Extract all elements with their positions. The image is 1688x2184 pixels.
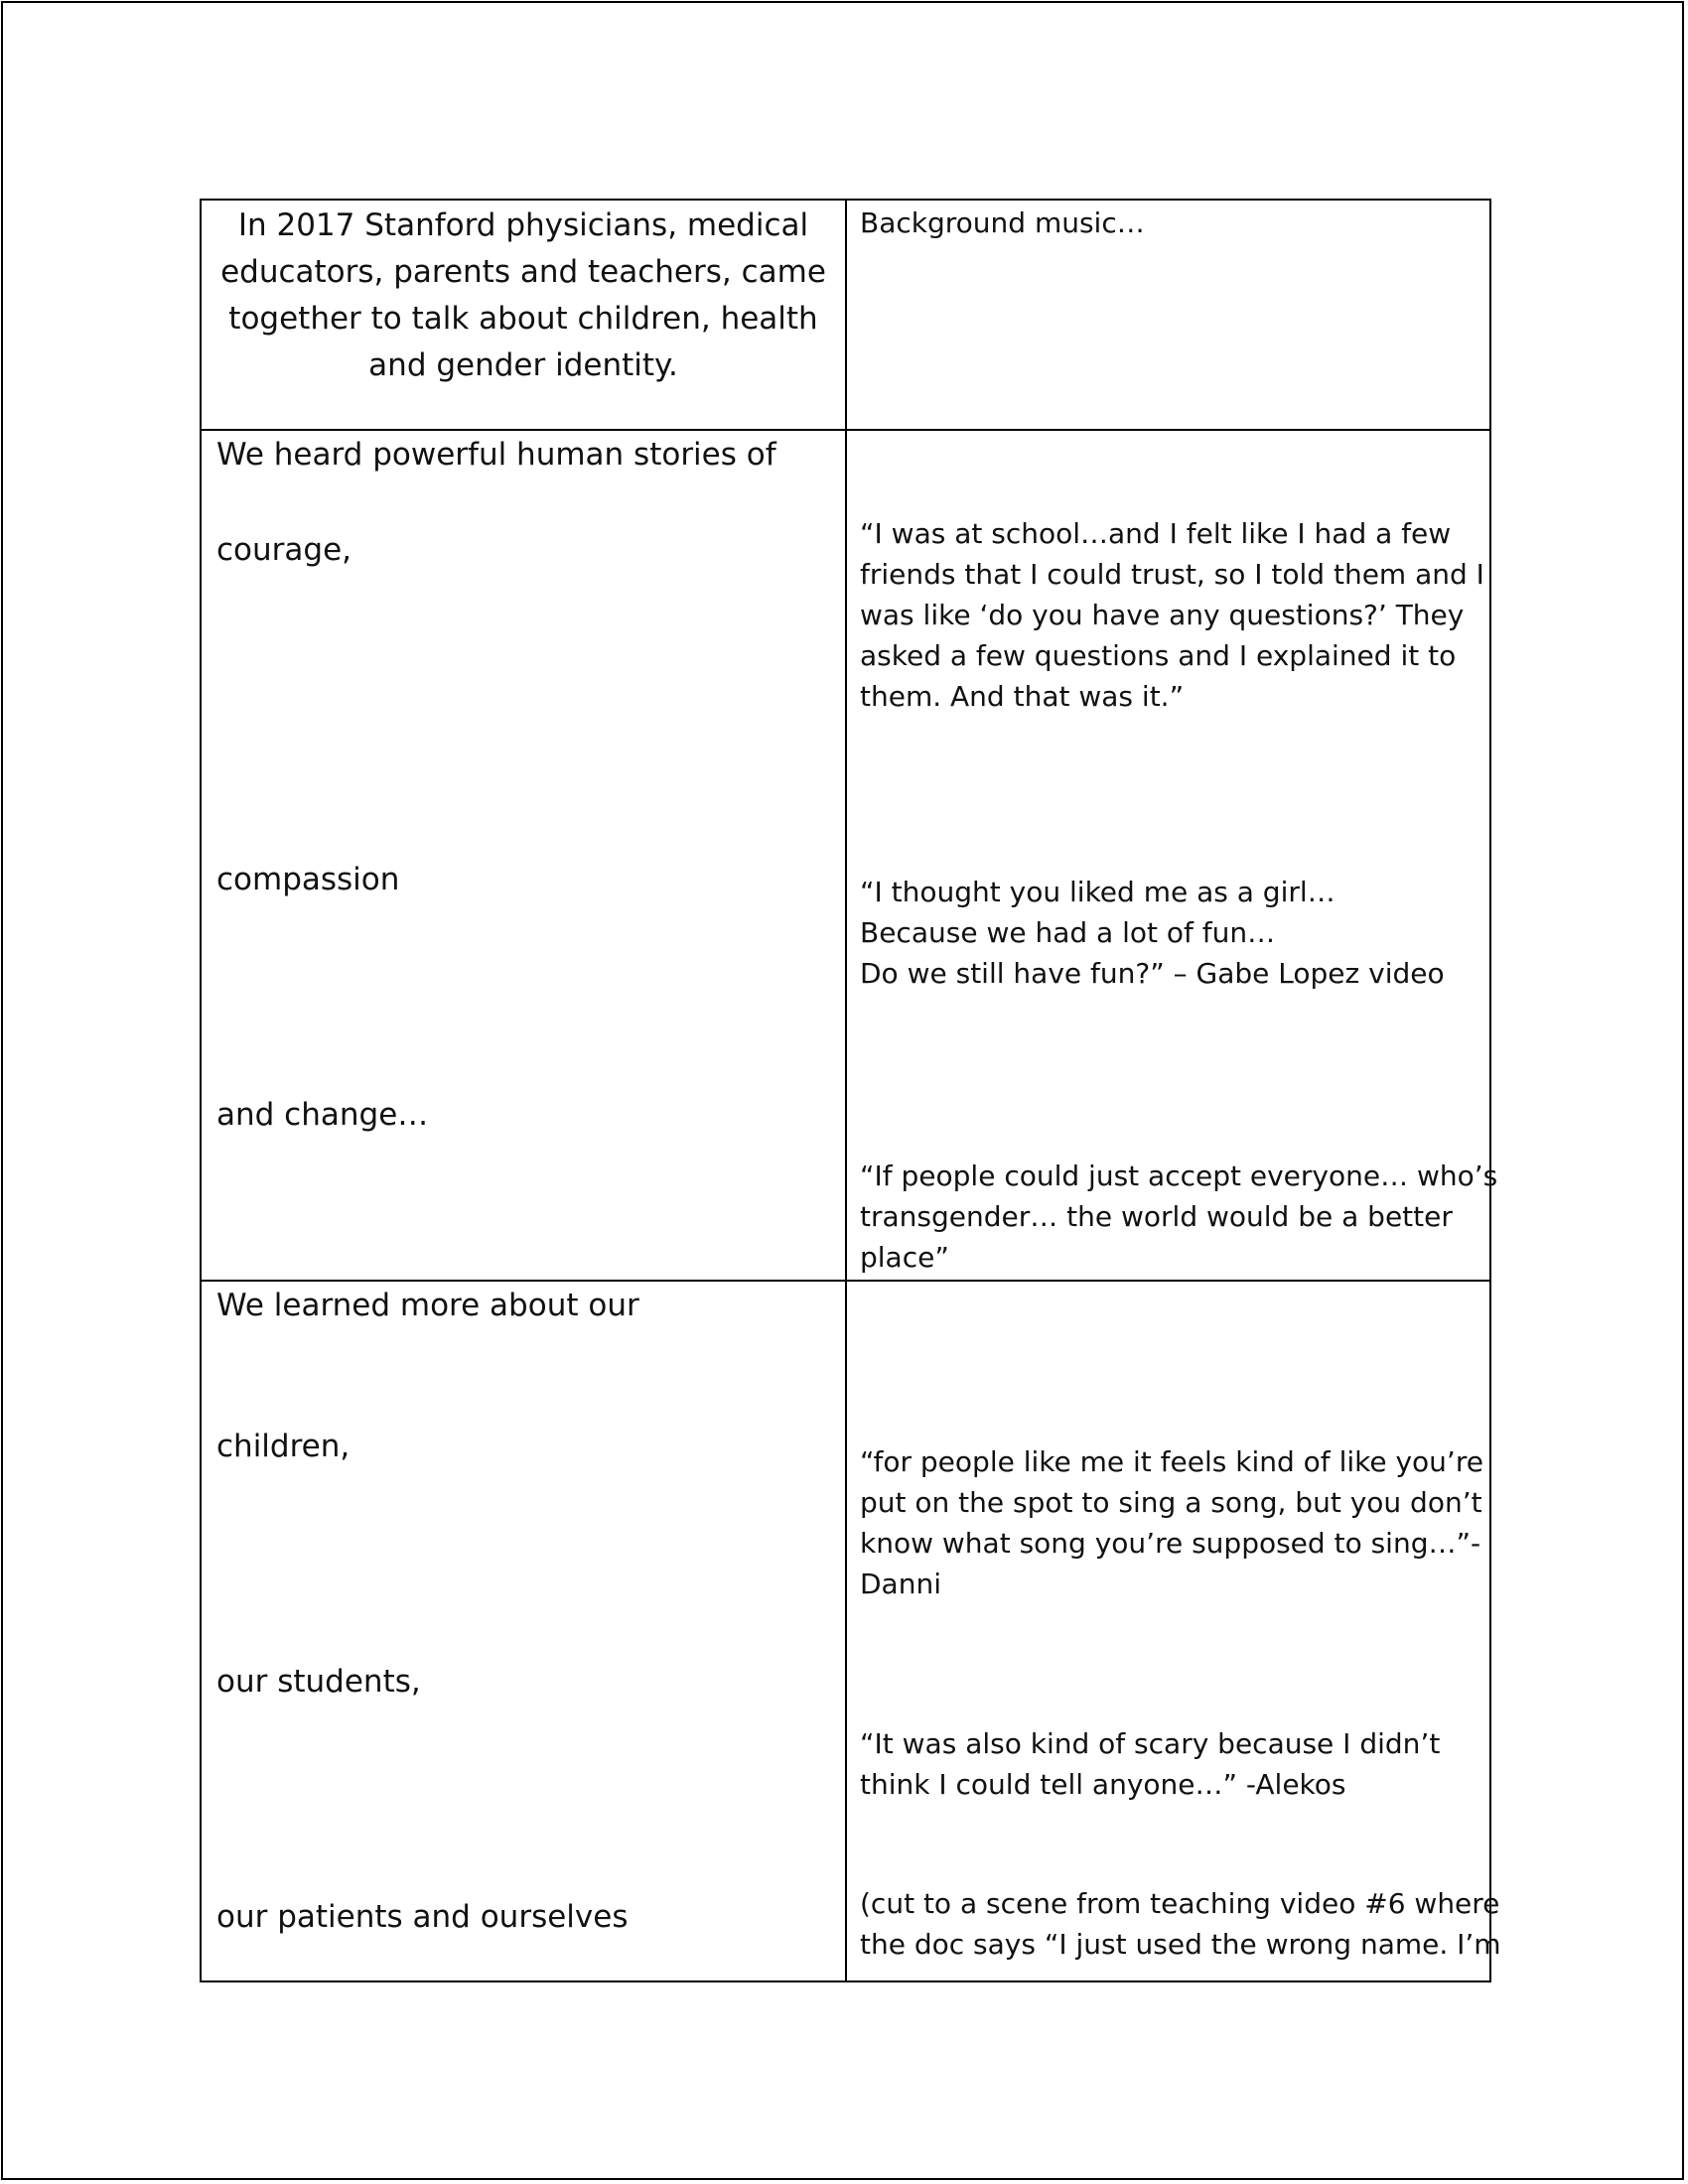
- cut-scene-note: [860, 1883, 1501, 1965]
- quote-line: know what song you’re supposed to sing…”-: [860, 1527, 1481, 1560]
- intro-line: together to talk about children, health: [228, 301, 818, 337]
- background-music-note: Background music…: [860, 206, 1145, 239]
- quote-line: asked a few questions and I explained it to: [860, 639, 1457, 672]
- quote-line: Do we still have fun?” – Gabe Lopez video: [860, 957, 1445, 990]
- intro-paragraph: [202, 203, 845, 389]
- quote-line: “If people could just accept everyone… who’s: [860, 1160, 1498, 1192]
- intro-line: educators, parents and teachers, came: [220, 254, 826, 290]
- quote-line: Because we had a lot of fun…: [860, 916, 1276, 949]
- quote-line: Danni: [860, 1568, 941, 1600]
- intro-line: In 2017 Stanford physicians, medical: [237, 207, 809, 243]
- row-divider: [202, 429, 1489, 431]
- script-table: [200, 199, 1501, 1982]
- stories-heading: We heard powerful human stories of: [216, 437, 776, 473]
- quote-line: was like ‘do you have any questions?’ They: [860, 599, 1465, 631]
- quote-line: “I was at school…and I felt like I had a few: [860, 517, 1452, 550]
- note-line: the doc says “I just used the wrong name. I’m: [860, 1928, 1501, 1961]
- students-label: our students,: [216, 1664, 421, 1700]
- quote-line: “for people like me it feels kind of like you’re: [860, 1445, 1483, 1478]
- quote-accept-everyone: [860, 1156, 1497, 1278]
- intro-line: and gender identity.: [368, 347, 678, 383]
- courage-label: courage,: [216, 532, 352, 568]
- quote-danni: [860, 1441, 1483, 1604]
- quote-gabe-lopez: [860, 872, 1445, 994]
- quote-alekos: [860, 1723, 1440, 1805]
- children-label: children,: [216, 1429, 351, 1464]
- change-label: and change…: [216, 1097, 429, 1133]
- quote-line: “It was also kind of scary because I didn’t: [860, 1727, 1441, 1760]
- patients-label: our patients and ourselves: [216, 1899, 629, 1935]
- quote-school: [860, 513, 1484, 717]
- quote-line: place”: [860, 1241, 949, 1274]
- quote-line: “I thought you liked me as a girl…: [860, 876, 1336, 908]
- learned-heading: We learned more about our: [216, 1288, 639, 1323]
- column-divider: [845, 201, 847, 1980]
- compassion-label: compassion: [216, 862, 400, 897]
- quote-line: think I could tell anyone…” -Alekos: [860, 1768, 1346, 1801]
- note-line: (cut to a scene from teaching video #6 where: [860, 1887, 1500, 1920]
- row-divider: [202, 1280, 1489, 1282]
- quote-line: them. And that was it.”: [860, 680, 1185, 713]
- quote-line: transgender… the world would be a better: [860, 1200, 1453, 1233]
- quote-line: put on the spot to sing a song, but you don’t: [860, 1486, 1482, 1519]
- quote-line: friends that I could trust, so I told them and I: [860, 558, 1484, 591]
